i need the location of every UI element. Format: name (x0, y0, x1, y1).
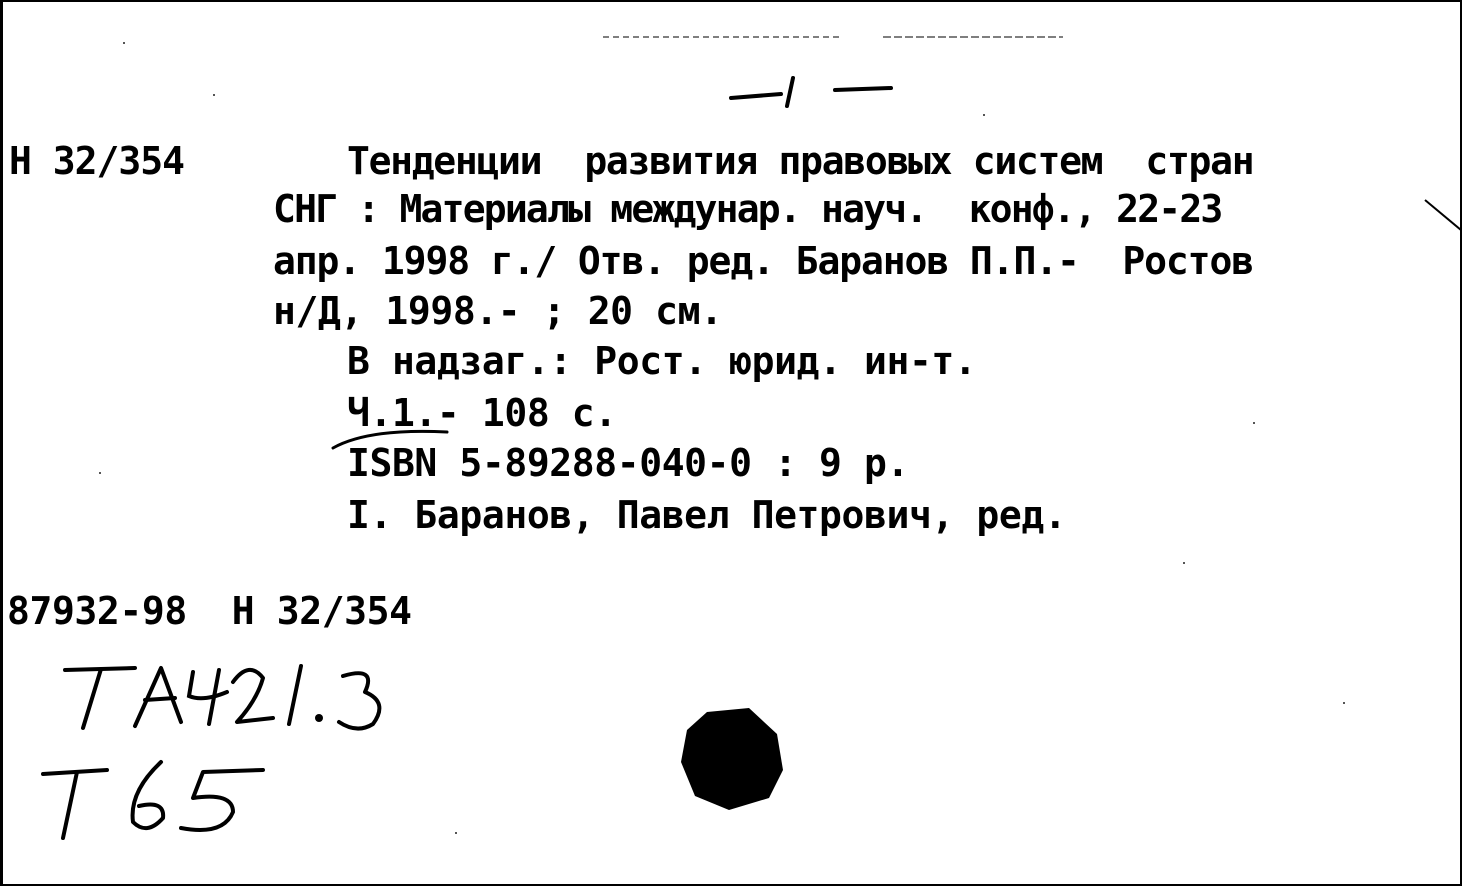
scan-speck (455, 832, 457, 834)
handwritten-classification (43, 652, 443, 852)
punch-hole (679, 706, 789, 816)
scan-speck (1253, 422, 1255, 424)
note-editor: I. Баранов, Павел Петрович, ред. (347, 493, 1067, 537)
title-line-2: СНГ : Материалы междунар. науч. конф., 22-23 (273, 187, 1222, 231)
scan-speck (1343, 702, 1345, 704)
page-number-mark (723, 64, 903, 114)
scan-speck (99, 472, 101, 474)
top-noise (563, 32, 1083, 42)
accession-number: 87932-98 Н 32/354 (7, 589, 412, 633)
scan-speck (1183, 562, 1185, 564)
note-header-org: В надзаг.: Рост. юрид. ин-т. (347, 339, 977, 383)
note-isbn: ISBN 5-89288-040-0 : 9 р. (347, 441, 909, 485)
title-line-4: н/Д, 1998.- ; 20 см. (273, 289, 723, 333)
title-line-1: Тенденции развития правовых систем стран (347, 139, 1254, 183)
scan-speck (983, 114, 985, 116)
scan-speck (213, 94, 215, 96)
shelf-mark: Н 32/354 (9, 139, 185, 183)
edge-mark (1421, 194, 1462, 238)
scan-speck (123, 42, 125, 44)
title-line-3: апр. 1998 г./ Отв. ред. Баранов П.П.- Ростов (273, 239, 1254, 283)
note-volume: Ч.1.- 108 с. (347, 391, 617, 435)
